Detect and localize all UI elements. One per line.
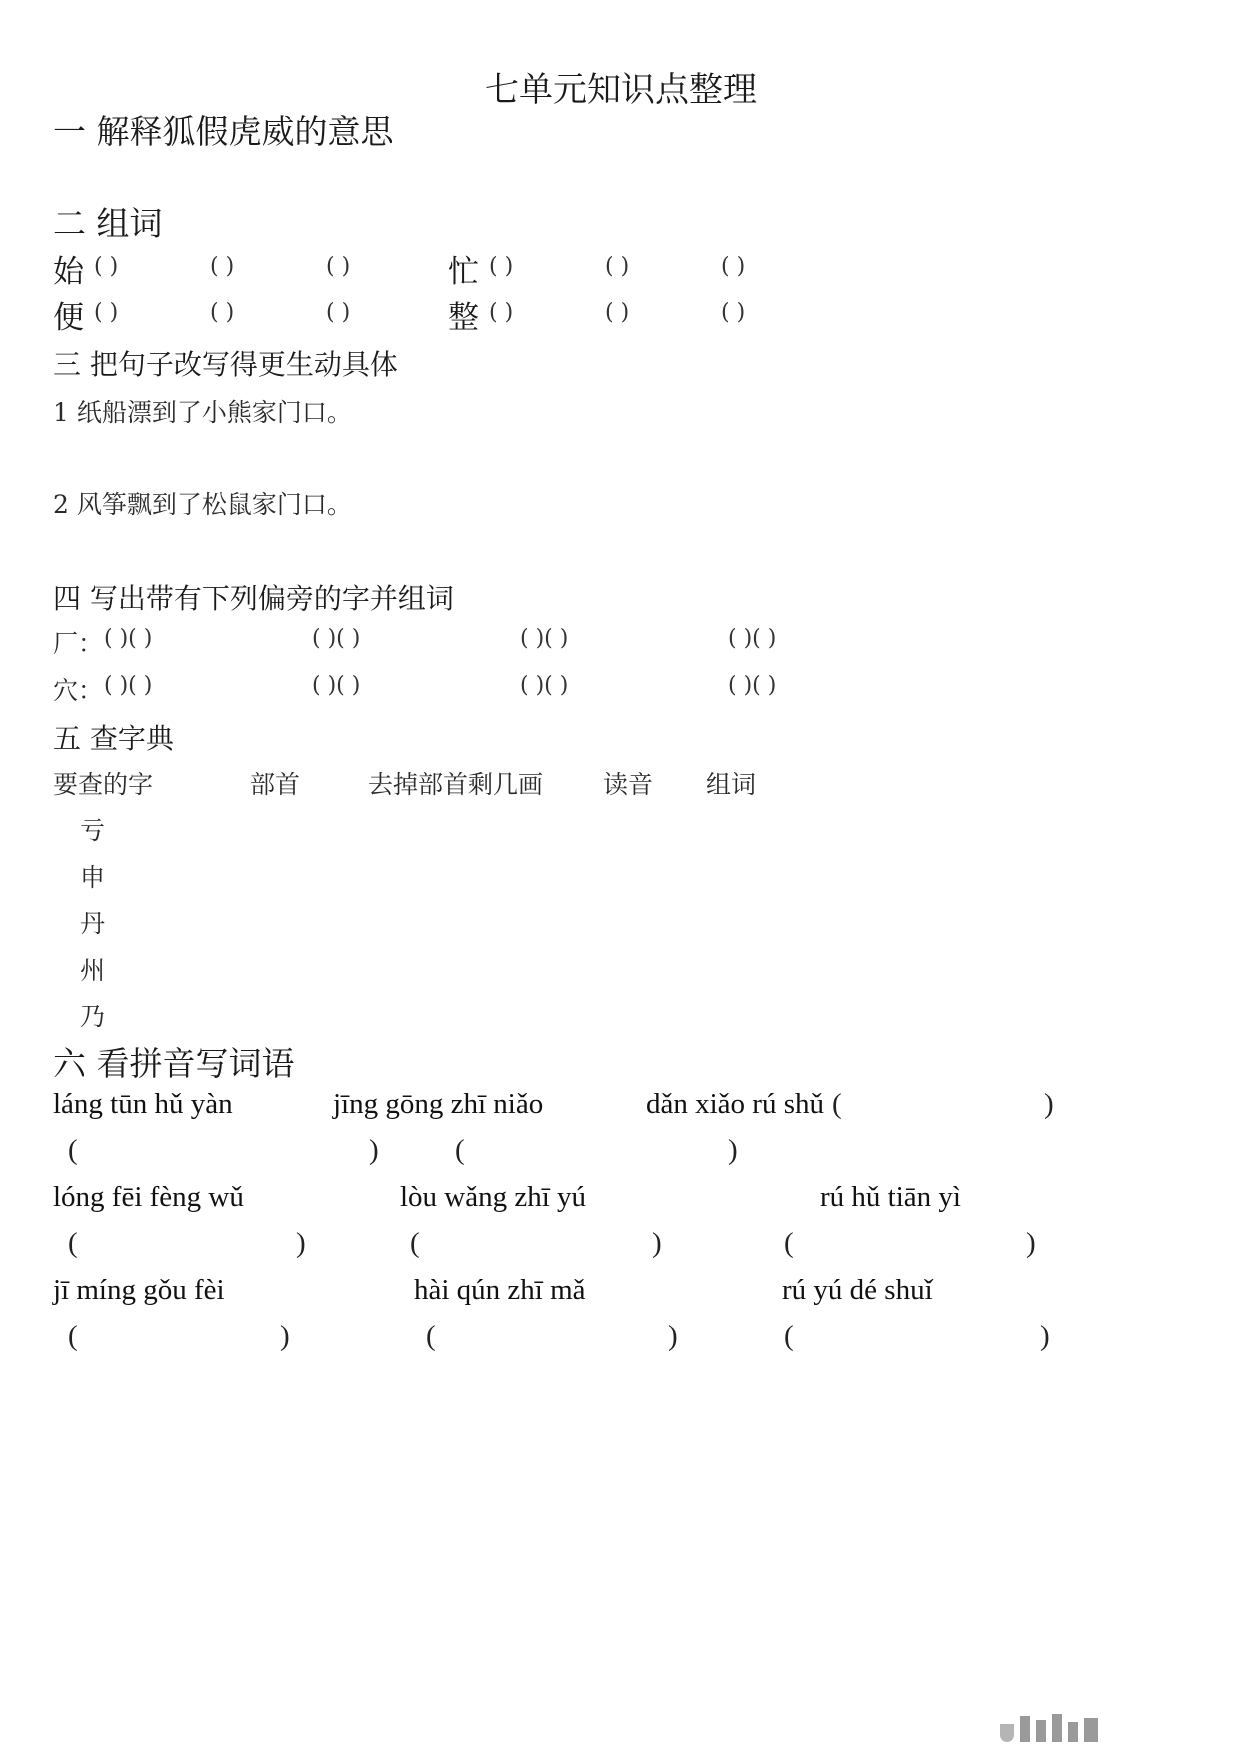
- zuci-blank[interactable]: ( ): [721, 300, 746, 325]
- zuci-blank[interactable]: ( ): [721, 254, 746, 279]
- pinyin-word: rú hǔ tiān yì: [820, 1181, 961, 1213]
- dict-header-strokes: 去掉部首剩几画: [368, 770, 544, 799]
- pinyin-word: rú yú dé shuǐ: [782, 1274, 933, 1306]
- zuci-blank[interactable]: ( ): [210, 300, 235, 325]
- zuci-char-mang: 忙: [448, 254, 479, 290]
- pinyin-word: jī míng gǒu fèi: [53, 1274, 225, 1306]
- answer-paren-open[interactable]: (: [68, 1227, 78, 1259]
- answer-paren-close: ): [1040, 1320, 1050, 1352]
- zuci-blank[interactable]: ( ): [94, 300, 119, 325]
- answer-paren-close: ): [652, 1227, 662, 1259]
- answer-paren-open[interactable]: (: [68, 1320, 78, 1352]
- zuci-blank[interactable]: ( ): [210, 254, 235, 279]
- section-4-heading: 四 写出带有下列偏旁的字并组词: [53, 582, 454, 615]
- radical-blank-group[interactable]: ( )( ): [520, 626, 569, 651]
- zuci-char-bian: 便: [53, 300, 84, 336]
- answer-paren-close: ): [728, 1134, 738, 1166]
- zuci-blank[interactable]: ( ): [489, 254, 514, 279]
- page-title: 七单元知识点整理: [485, 70, 757, 110]
- dict-header-char: 要查的字: [53, 770, 154, 799]
- dict-char: 丹: [80, 909, 106, 938]
- answer-paren-open[interactable]: (: [68, 1134, 78, 1166]
- answer-paren-open[interactable]: (: [455, 1134, 465, 1166]
- answer-paren-open[interactable]: (: [784, 1320, 794, 1352]
- zuci-char-shi: 始: [53, 254, 84, 290]
- section-6-heading: 六 看拼音写词语: [53, 1044, 295, 1083]
- zuci-blank[interactable]: ( ): [605, 254, 630, 279]
- dict-header-radical: 部首: [250, 770, 301, 799]
- pinyin-word: lòu wǎng zhī yú: [400, 1181, 587, 1213]
- sentence-item: 1 纸船漂到了小熊家门口。: [53, 398, 352, 427]
- radical-blank-group[interactable]: ( )( ): [520, 673, 569, 698]
- radical-blank-group[interactable]: ( )( ): [728, 673, 777, 698]
- radical-blank-group[interactable]: ( )( ): [104, 626, 153, 651]
- pinyin-word: dǎn xiǎo rú shǔ: [646, 1088, 824, 1120]
- watermark-icon: [1000, 1712, 1098, 1742]
- answer-paren-close: ): [369, 1134, 379, 1166]
- answer-paren-open[interactable]: (: [832, 1088, 842, 1120]
- pinyin-word: lóng fēi fèng wǔ: [53, 1181, 244, 1213]
- section-5-heading: 五 查字典: [53, 722, 174, 755]
- radical-blank-group[interactable]: ( )( ): [312, 673, 361, 698]
- pinyin-word: jīng gōng zhī niǎo: [333, 1088, 544, 1120]
- answer-paren-close: ): [668, 1320, 678, 1352]
- answer-paren-close: ): [1044, 1088, 1054, 1120]
- answer-paren-close: ): [280, 1320, 290, 1352]
- dict-char: 亏: [80, 816, 106, 845]
- answer-paren-open[interactable]: (: [426, 1320, 436, 1352]
- radical-label: 穴：: [53, 676, 104, 705]
- dict-char: 州: [80, 956, 106, 985]
- zuci-blank[interactable]: ( ): [605, 300, 630, 325]
- section-1-heading: 一 解释狐假虎威的意思: [53, 112, 394, 151]
- sentence-item: 2 风筝飘到了松鼠家门口。: [53, 490, 352, 519]
- answer-paren-close: ): [1026, 1227, 1036, 1259]
- zuci-blank[interactable]: ( ): [326, 300, 351, 325]
- answer-paren-close: ): [296, 1227, 306, 1259]
- radical-blank-group[interactable]: ( )( ): [104, 673, 153, 698]
- answer-paren-open[interactable]: (: [784, 1227, 794, 1259]
- dict-header-word: 组词: [706, 770, 757, 799]
- radical-blank-group[interactable]: ( )( ): [728, 626, 777, 651]
- zuci-blank[interactable]: ( ): [489, 300, 514, 325]
- radical-blank-group[interactable]: ( )( ): [312, 626, 361, 651]
- zuci-char-zheng: 整: [448, 300, 479, 336]
- zuci-blank[interactable]: ( ): [94, 254, 119, 279]
- section-2-heading: 二 组词: [53, 204, 163, 243]
- zuci-blank[interactable]: ( ): [326, 254, 351, 279]
- dict-char: 乃: [80, 1002, 106, 1031]
- pinyin-word: hài qún zhī mǎ: [414, 1274, 586, 1306]
- answer-paren-open[interactable]: (: [410, 1227, 420, 1259]
- radical-label: 厂：: [53, 629, 104, 658]
- dict-header-pronunciation: 读音: [603, 770, 654, 799]
- dict-char: 申: [80, 863, 106, 892]
- section-3-heading: 三 把句子改写得更生动具体: [53, 348, 398, 381]
- pinyin-word: láng tūn hǔ yàn: [53, 1088, 233, 1120]
